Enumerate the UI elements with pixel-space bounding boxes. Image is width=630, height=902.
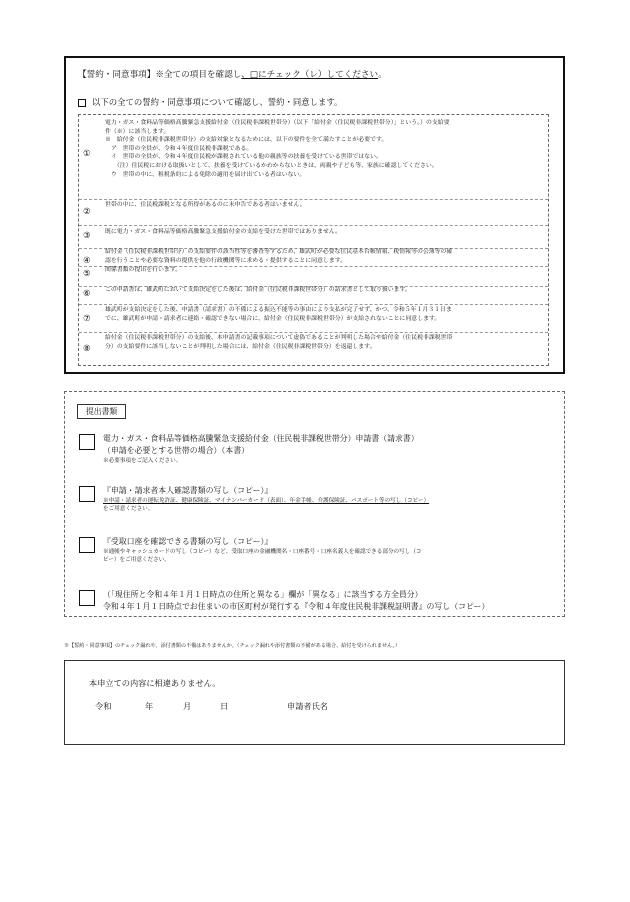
date-era: 令和: [95, 701, 112, 711]
pledge-item-line: 分）の支給要件に該当しないことが判明した場合には、給付金（住民税非課税世帯分）を返還します。: [105, 343, 376, 350]
pledge-item-line: イ 世帯の全員が、令和４年度住民税が課税されている他の親族等の扶養を受けている世帯ではない。: [105, 154, 382, 161]
document-id-note-cont: をご用意ください。: [103, 506, 154, 512]
pledge-item-4: [79, 248, 548, 264]
document-application-subtitle: （申請を必要とする世帯の場合）（本書）: [103, 446, 249, 455]
pledge-item-line: 関係書類の提出を行います。: [105, 267, 182, 273]
pledge-item-8: [79, 334, 548, 362]
document-bank-title: 『受取口座を確認できる書類の写し（コピー）』: [103, 537, 273, 546]
pledge-item-text: [105, 228, 542, 237]
pledge-item-6: [79, 286, 548, 302]
pledge-items-list: [78, 114, 549, 366]
pledge-section: [64, 56, 565, 374]
pledge-item-line: 件（※）に該当します。: [105, 128, 170, 135]
document-tax-certificate-condition: （「現住所と令和４年１月１日時点の住所と異なる」欄が「異なる」に該当する方全員分）: [103, 590, 423, 599]
pledge-item-line: 給付金（住民税非課税世帯分）の支給後、本申請書の記載事項について虚偽であることが判明した場合や給付金（住民税非課税世帯: [105, 335, 453, 341]
pledge-item-number: ⑥: [83, 289, 91, 299]
pledge-header-instruction: 、□にチェック（レ）してください: [241, 70, 379, 80]
documents-section: [64, 391, 565, 617]
pledge-item-line: 雄武町が支給決定をした後、申請書（請求書）の不備による振込不能等の事由により支払が完了せず、かつ、令和５年１月３１日ま: [105, 307, 452, 313]
pledge-item-line: ウ 世帯の中に、租税条約による免除の適用を届け出ている者はいない。: [105, 171, 306, 178]
pledge-item-text: [105, 266, 542, 275]
document-id-note: ※申請・請求者の運転免許証、健康保険証、マイナンバーカード（表面）、年金手帳、介護保険証、パスポート等の写し（コピー）: [103, 498, 430, 504]
date-month-label: 月: [183, 701, 192, 711]
pledge-item-number: ①: [83, 149, 91, 159]
document-checkbox-application[interactable]: [79, 434, 95, 450]
pledge-item-1: [79, 119, 548, 197]
pledge-item-line: ※ 給付金（住民税非課税世帯分）の支給対象となるためには、以下の要件を全て満たすことが必要です。: [105, 137, 388, 144]
document-checkbox-id[interactable]: [79, 486, 95, 502]
pledge-item-line: 電力・ガス・食料品等価格高騰緊急支援給付金（住民税非課税世帯分）（以下「給付金（住民税非課税世帯分）」という。）の支給要: [105, 120, 450, 126]
pledge-divider: [79, 199, 548, 200]
pledge-item-text: [105, 201, 542, 210]
document-checkbox-bank[interactable]: [79, 537, 95, 553]
date-year-label: 年: [145, 701, 154, 711]
pledge-divider: [79, 304, 548, 305]
pledge-item-number: ⑤: [83, 269, 91, 279]
declaration-statement: 本申立ての内容に相違ありません。: [89, 678, 221, 688]
pledge-item-text: [105, 334, 542, 351]
pledge-item-text: [105, 306, 542, 323]
pledge-header: [78, 68, 387, 80]
document-tax-certificate-title: 令和４年１月１日時点でお住まいの市区町村が発行する『令和４年度住民税非課税証明書』の写し（コピー）: [103, 602, 490, 611]
pledge-header-suffix: 。: [378, 70, 387, 80]
pledge-item-number: ④: [83, 256, 91, 266]
agree-all-label: 以下の全ての誓約・同意事項について確認し、誓約・同意します。: [92, 97, 343, 107]
pledge-item-line: 認を行うことや必要な資料の提供を他の行政機関等に求める・提供することに同意します。: [105, 257, 347, 264]
document-application-note: ※必要事項をご記入ください。: [103, 458, 182, 464]
check-reminder-note: ※【誓約・同意事項】のチェック漏れや、添付書類の不備はありませんか。（チェック漏れや添付書類の不備がある場合、給付を受けられません。）: [64, 643, 401, 649]
pledge-divider: [79, 332, 548, 333]
pledge-item-number: ③: [83, 231, 91, 241]
pledge-item-3: [79, 228, 548, 246]
pledge-item-text: [105, 286, 542, 295]
pledge-item-line: ア 世帯の全員が、令和４年度住民税非課税である。: [105, 145, 253, 152]
pledge-item-text: [105, 248, 542, 265]
pledge-header-prefix: 【誓約・同意事項】※全ての項目を確認し: [78, 70, 242, 80]
pledge-item-line: この申請書は、雄武町において支給決定をした後は、給付金（住民税非課税世帯分）の請求書として取り扱います。: [105, 287, 411, 293]
document-bank-note-cont: ピー）をご用意ください。: [103, 557, 170, 563]
pledge-item-line: 給付金（住民税非課税世帯分）の支給要件の該当性等を審査等するため、雄武町が必要な住民基本台帳情報、税情報等の公簿等の確: [105, 249, 453, 255]
pledge-item-line: でに、雄武町が申請・請求者に連絡・確認できない場合に、給付金（住民税非課税世帯分）が支給されないことに同意します。: [105, 315, 441, 322]
date-day-label: 日: [220, 701, 229, 711]
pledge-divider: [79, 225, 548, 226]
documents-tag: 提出書類: [77, 404, 126, 419]
pledge-item-number: ②: [83, 207, 91, 217]
pledge-item-text: [105, 119, 542, 179]
agree-all-checkbox[interactable]: [78, 99, 86, 107]
document-id-title: 『申請・請求者本人確認書類の写し（コピー）』: [103, 486, 273, 495]
pledge-item-line: 既に電力・ガス・食料品等価格高騰緊急支援給付金の支給を受けた世帯ではありません。: [105, 229, 341, 235]
pledge-item-5: [79, 266, 548, 284]
applicant-name-label: 申請者氏名: [287, 701, 328, 711]
pledge-item-7: [79, 306, 548, 330]
document-application-title: 電力・ガス・食料品等価格高騰緊急支援給付金（住民税非課税世帯分）申請書（請求書）: [103, 434, 419, 443]
document-checkbox-tax-certificate[interactable]: [79, 590, 95, 606]
agree-all-row: [78, 96, 342, 108]
pledge-item-line: （注）住民税における取扱いとして、扶養を受けているかわからないときは、両親や子ども等、家族に確認してください。: [105, 162, 438, 169]
pledge-item-number: ⑦: [83, 314, 91, 324]
document-bank-note: ※通帳やキャッシュカードの写し（コピー）など、受取口座の金融機関名・口座番号・口座名義人を確認できる部分の写し（コ: [103, 549, 422, 555]
declaration-section: [64, 660, 565, 745]
pledge-item-number: ⑧: [83, 344, 91, 354]
pledge-item-2: [79, 201, 548, 223]
pledge-item-line: 世帯の中に、住民税課税となる所得があるのに未申告である者はいません。: [105, 202, 306, 208]
